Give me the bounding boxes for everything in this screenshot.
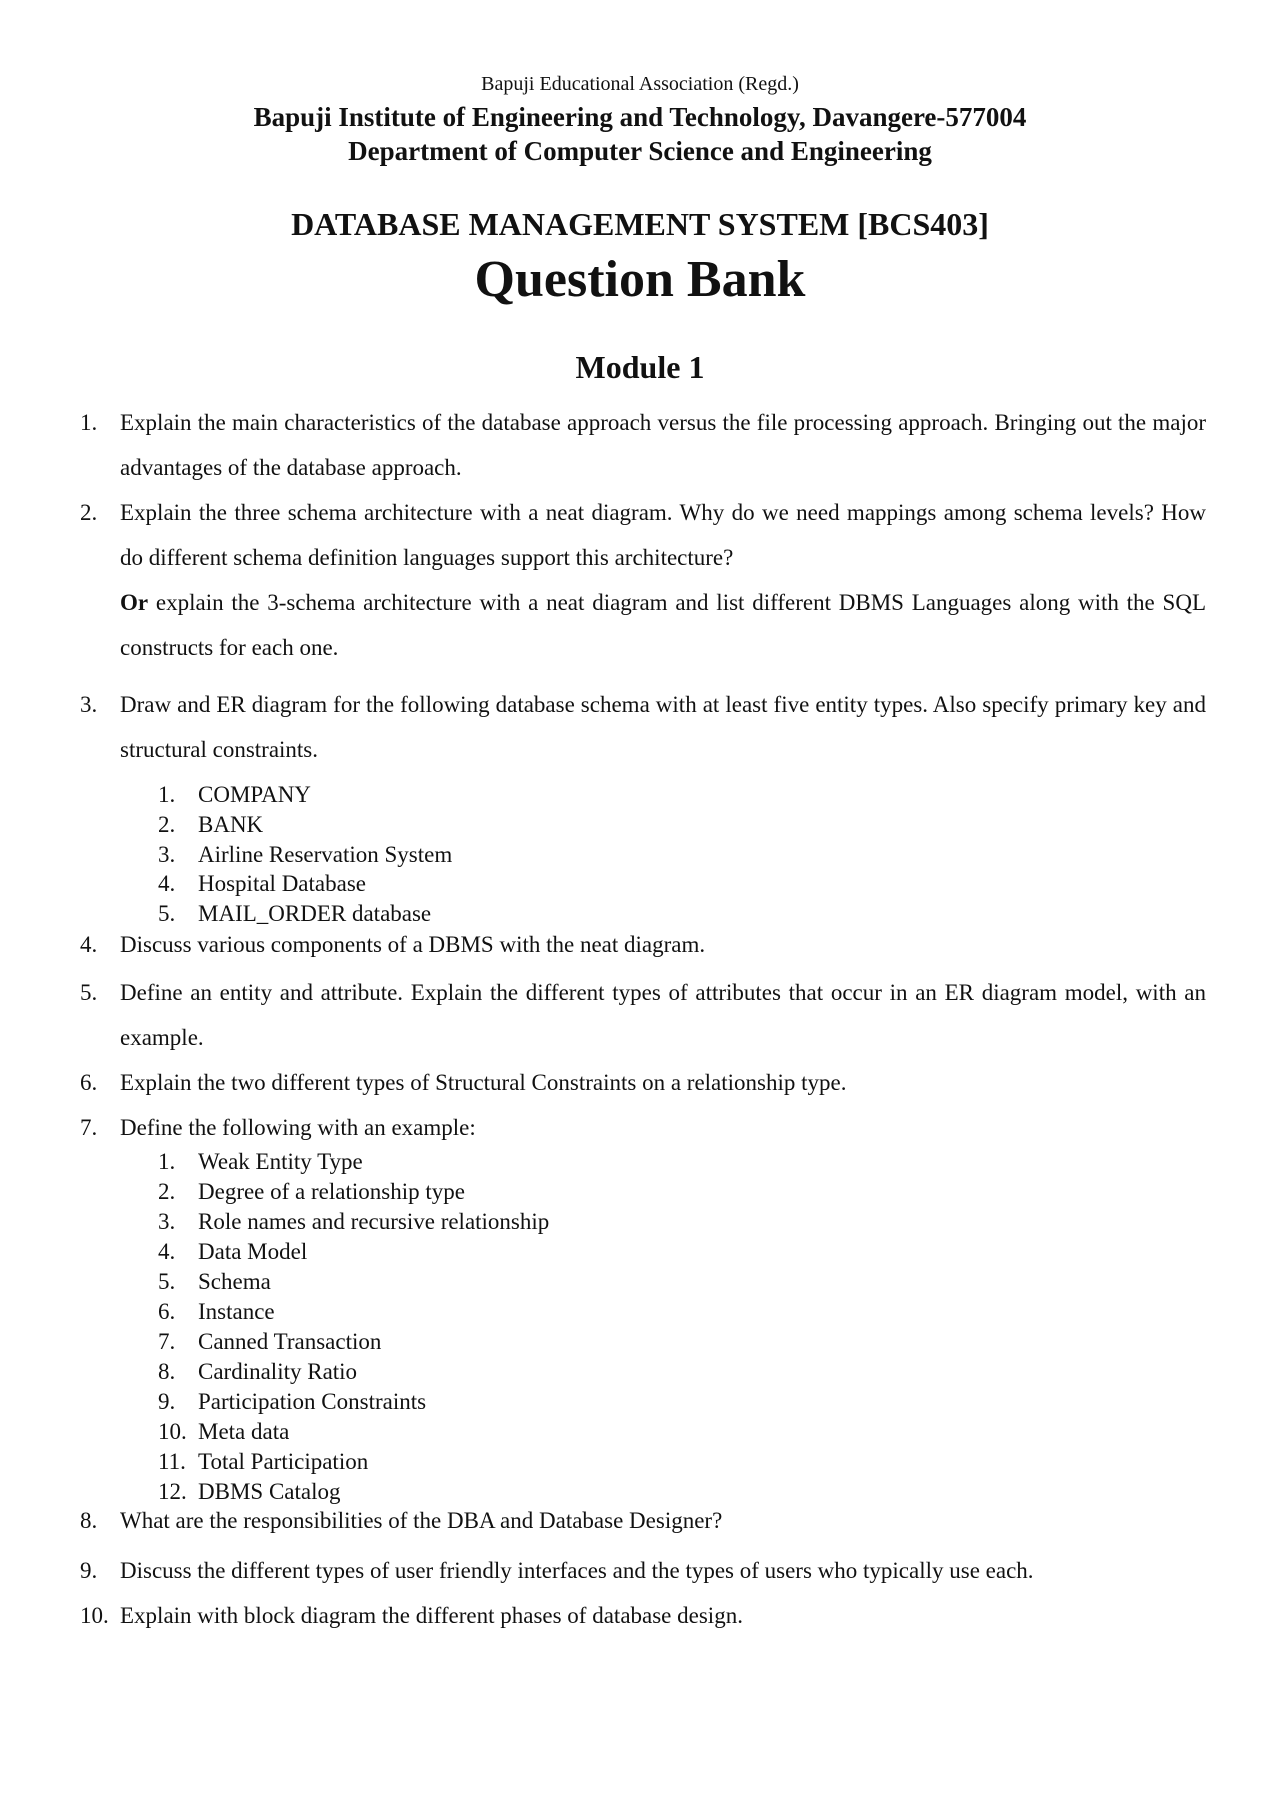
question-number: 8. [80,1508,98,1533]
sub-item: 3. Role names and recursive relationship [158,1209,550,1234]
sub-item: 5. Schema [158,1269,271,1294]
sub-item: 4. Data Model [158,1239,308,1264]
question-text: Draw and ER diagram for the following database schema with at least five entity types. Also specify primary key and structural constraints. [120,692,1206,762]
sub-item: 2. Degree of a relationship type [158,1179,465,1204]
sub-item: 1. COMPANY [158,782,311,807]
question-alternative [120,580,1206,670]
question-number: 7. [80,1115,98,1140]
question-8 [80,1498,1206,1543]
question-4 [80,922,1206,967]
question-5 [80,970,1206,1060]
question-number: 9. [80,1558,98,1583]
sub-item: 3. Airline Reservation System [158,842,453,867]
sub-item: 12. DBMS Catalog [158,1479,341,1504]
module-heading: Module 1 [575,349,705,385]
sub-item: 9. Participation Constraints [158,1389,427,1414]
question-text: What are the responsibilities of the DBA and Database Designer? [120,1508,723,1533]
question-6 [80,1060,1206,1105]
question-number: 1. [80,410,98,435]
sub-item: 4. Hospital Database [158,871,366,896]
page-title: Question Bank [474,251,806,308]
sub-item: 11. Total Participation [158,1449,369,1474]
question-number: 3. [80,692,98,717]
question-1 [80,400,1206,490]
question-text: Define the following with an example: [120,1115,476,1140]
question-10 [80,1593,1206,1638]
institute-name: Bapuji Institute of Engineering and Technology, Davangere-577004 [253,102,1027,132]
question-text: Explain the main characteristics of the database approach versus the file processing approach. Bringing out the major advantages of the database approach. [120,410,1206,480]
question-text: Explain the three schema architecture with a neat diagram. Why do we need mappings among schema levels? How do different schema definition languages support this architecture? [120,500,1206,570]
question-number: 5. [80,980,98,1005]
sub-item: 5. MAIL_ORDER database [158,901,432,926]
sub-item: 8. Cardinality Ratio [158,1359,358,1384]
alternative-text: explain the 3-schema architecture with a neat diagram and list different DBMS Languages along with the SQL constructs for each one. [120,590,1206,660]
question-7 [80,1105,1206,1150]
question-number: 10. [80,1603,109,1628]
question-text: Define an entity and attribute. Explain the different types of attributes that occur in an ER diagram model, with an example. [120,980,1206,1050]
question-2 [80,490,1206,670]
sub-item: 10. Meta data [158,1419,290,1444]
question-number: 4. [80,932,98,957]
sub-item: 2. BANK [158,812,264,837]
sub-item: 1. Weak Entity Type [158,1149,363,1174]
question-9 [80,1548,1206,1593]
question-text: Explain with block diagram the different phases of database design. [120,1603,743,1628]
sub-item: 7. Canned Transaction [158,1329,382,1354]
question-text: Discuss various components of a DBMS with the neat diagram. [120,932,706,957]
question-number: 2. [80,500,98,525]
question-text: Explain the two different types of Structural Constraints on a relationship type. [120,1070,847,1095]
department-name: Department of Computer Science and Engineering [348,136,932,166]
question-text: Discuss the different types of user friendly interfaces and the types of users who typically use each. [120,1558,1034,1583]
or-label: Or [120,590,149,615]
question-number: 6. [80,1070,98,1095]
association-name: Bapuji Educational Association (Regd.) [481,73,799,95]
question-3 [80,682,1206,772]
sub-item: 6. Instance [158,1299,275,1324]
subject-title: DATABASE MANAGEMENT SYSTEM [BCS403] [291,206,989,242]
